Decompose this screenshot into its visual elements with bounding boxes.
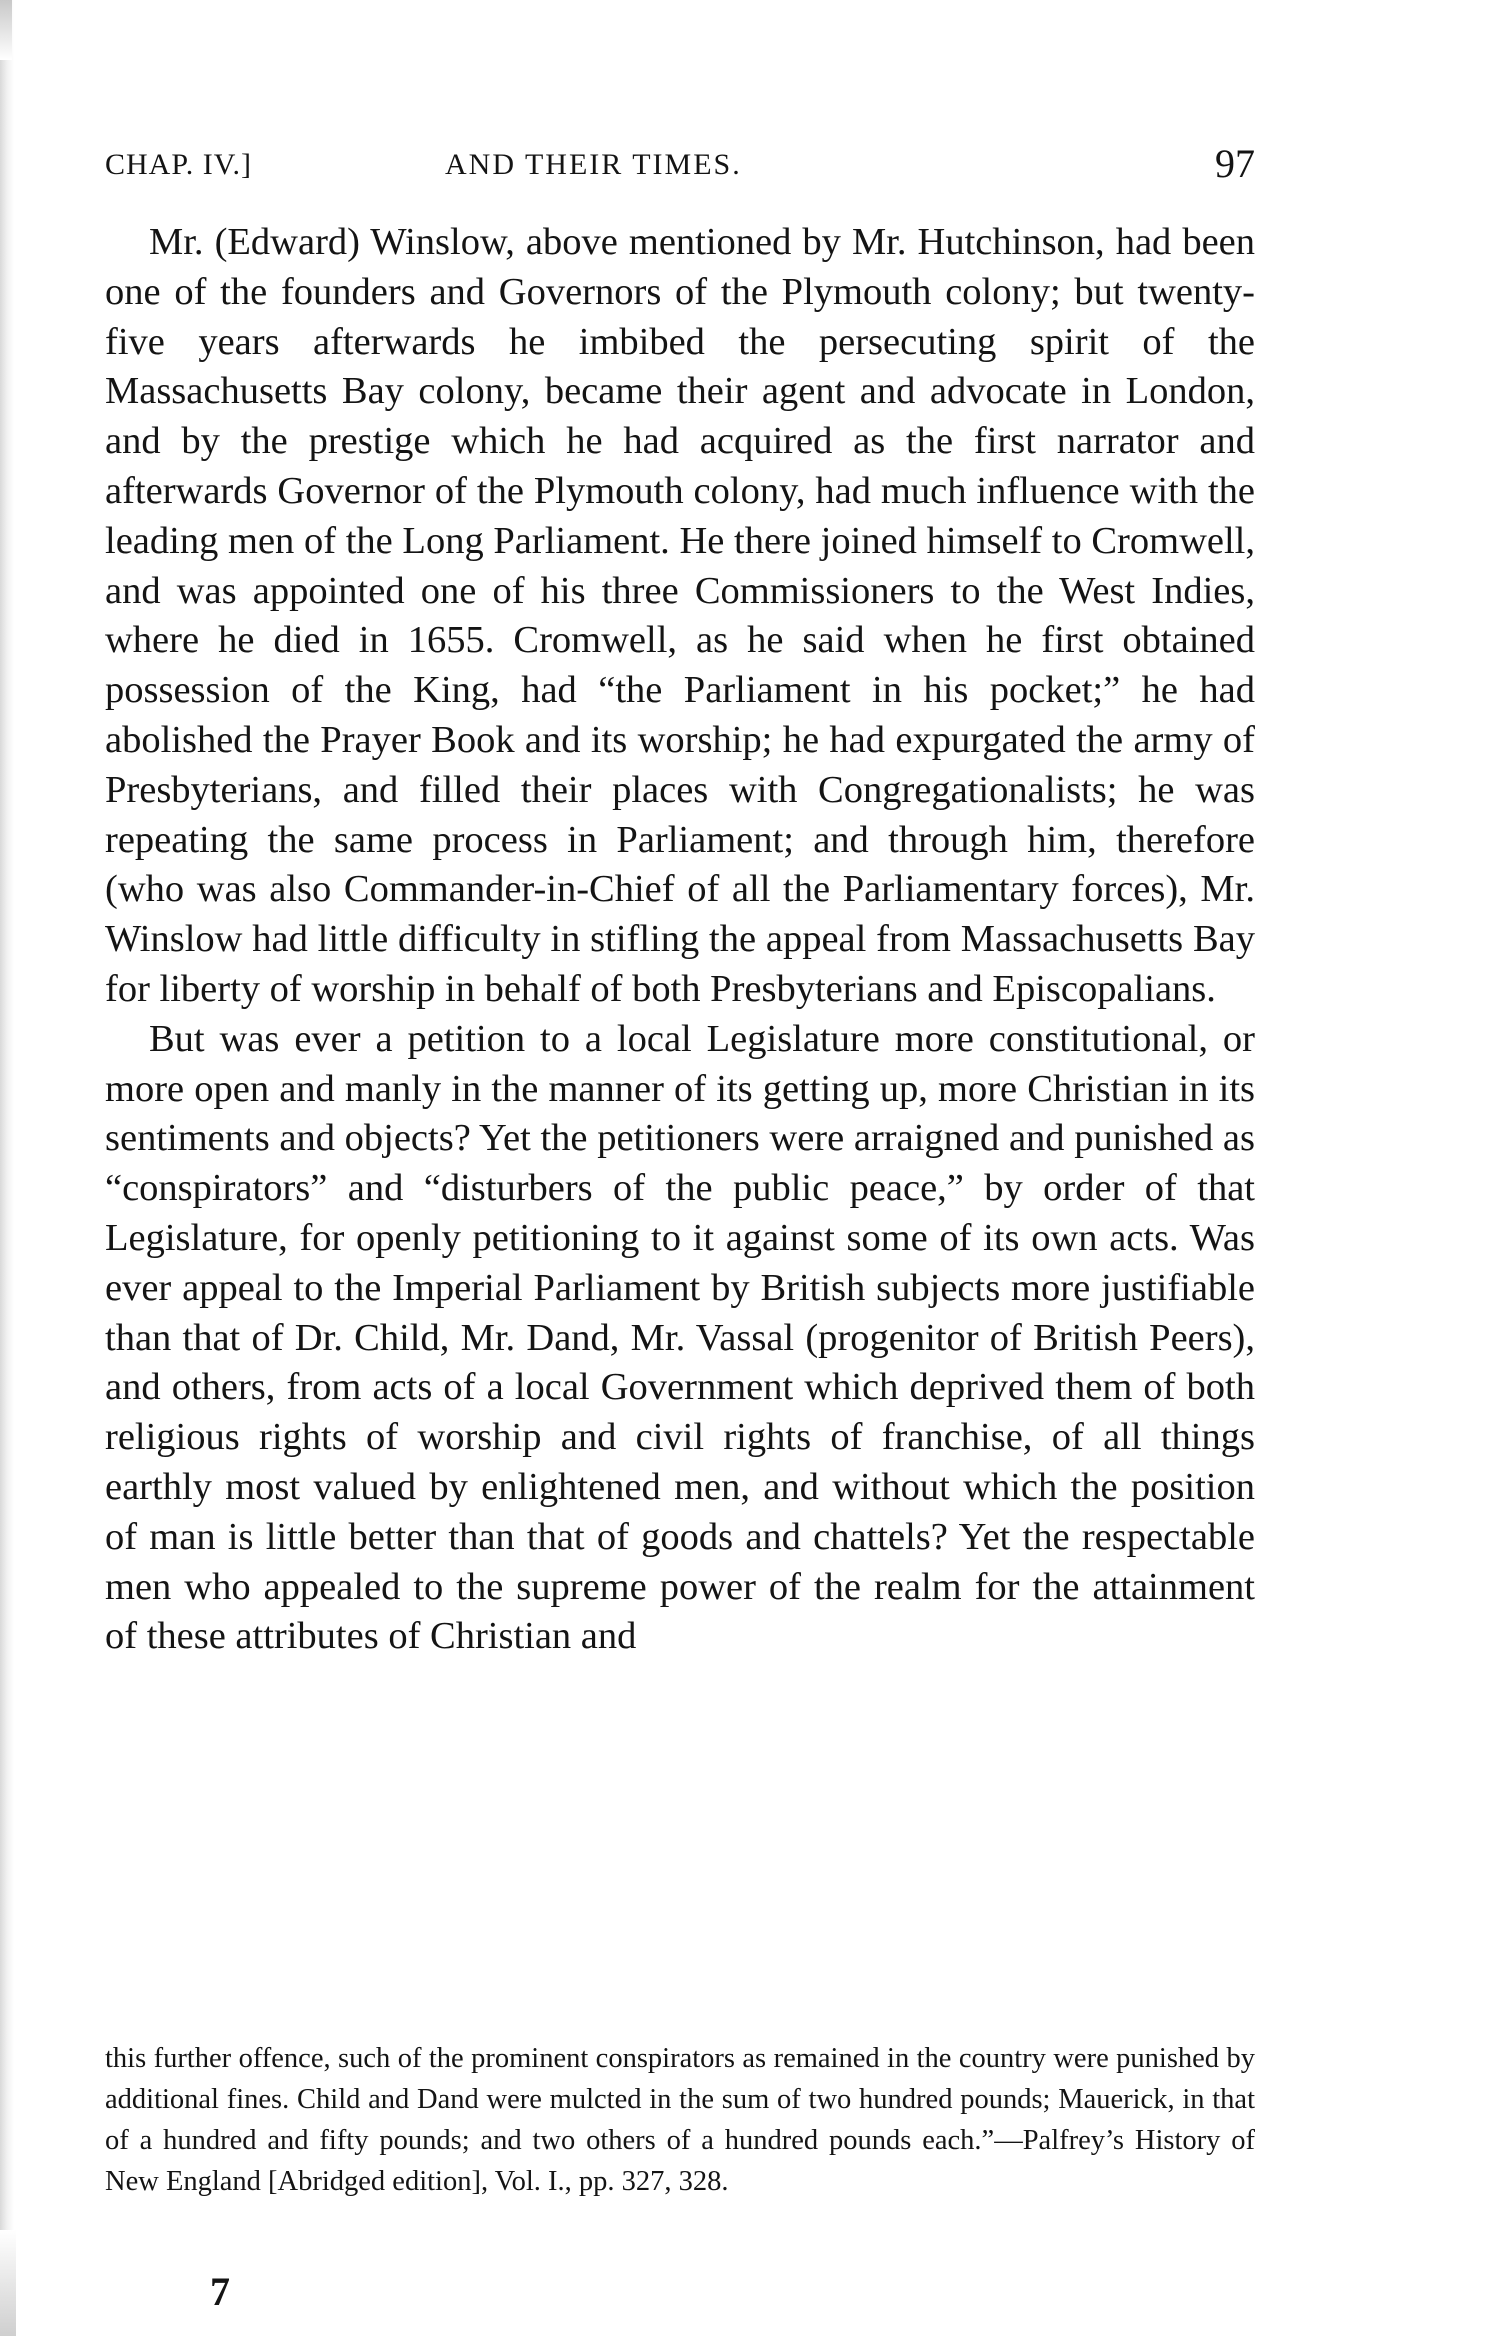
footnote bbox=[105, 2038, 1255, 2202]
page-edge-shadow bbox=[0, 0, 14, 2336]
paragraph-1: Mr. (Edward) Winslow, above mentioned by Mr. Hutchinson, had been one of the founders and Governors of the Plymouth colony; but twenty-five years afterwards he imbibed the persecuting spirit of the Massachusetts Bay colony, became their agent and advocate in London, and by the prestige which he had acquired as the first narrator and afterwards Governor of the Plymouth colony, had much influence with the leading men of the Long Parliament. He there joined himself to Cromwell, and was appointed one of his three Commissioners to the West Indies, where he died in 1655. Cromwell, as he said when he first obtained possession of the King, had “the Parliament in his pocket;” he had abolished the Prayer Book and its worship; he had expurgated the army of Presbyterians, and filled their places with Congregationalists; he was repeating the same process in Parliament; and through him, therefore (who was also Commander-in-Chief of all the Parliamentary forces), Mr. Winslow had little difficulty in stifling the appeal from Massachusetts Bay for liberty of worship in behalf of both Presbyterians and Episcopalians. bbox=[105, 221, 1255, 1010]
body-text bbox=[105, 218, 1255, 1662]
chapter-label: CHAP. IV.] bbox=[105, 148, 252, 181]
footnote-text: this further offence, such of the prominent conspirators as remained in the country were punished by additional fines. Child and Dand were mulcted in the sum of two hundred pounds; Mauerick, in that of a hundred and fifty pounds; and two others of a hundred pounds each.”—Palfrey’s History of New England [Abridged edition], Vol. I., pp. 327, 328. bbox=[105, 2043, 1255, 2197]
page-edge-shadow-bottom bbox=[0, 2230, 16, 2336]
paragraph-2: But was ever a petition to a local Legislature more constitutional, or more open and manly in the manner of its getting up, more Christian in its sentiments and objects? Yet the petitioners were arraigned and punished as “conspirators” and “disturbers of the public peace,” by order of that Legislature, for openly petitioning to it against some of its own acts. Was ever appeal to the Imperial Parliament by British subjects more justifiable than that of Dr. Child, Mr. Dand, Mr. Vassal (progenitor of British Peers), and others, from acts of a local Government which deprived them of both religious rights of worship and civil rights of franchise, of all things earthly most valued by enlightened men, and without which the position of man is little better than that of goods and chattels? Yet the respectable men who appealed to the supreme power of the realm for the attainment of these attributes of Christian and bbox=[105, 1017, 1255, 1658]
page-number: 97 bbox=[1215, 141, 1255, 186]
signature-mark: 7 bbox=[210, 2269, 230, 2314]
page-edge-shadow-top bbox=[0, 0, 12, 60]
running-title: AND THEIR TIMES. bbox=[445, 148, 742, 181]
running-head bbox=[105, 140, 1255, 196]
